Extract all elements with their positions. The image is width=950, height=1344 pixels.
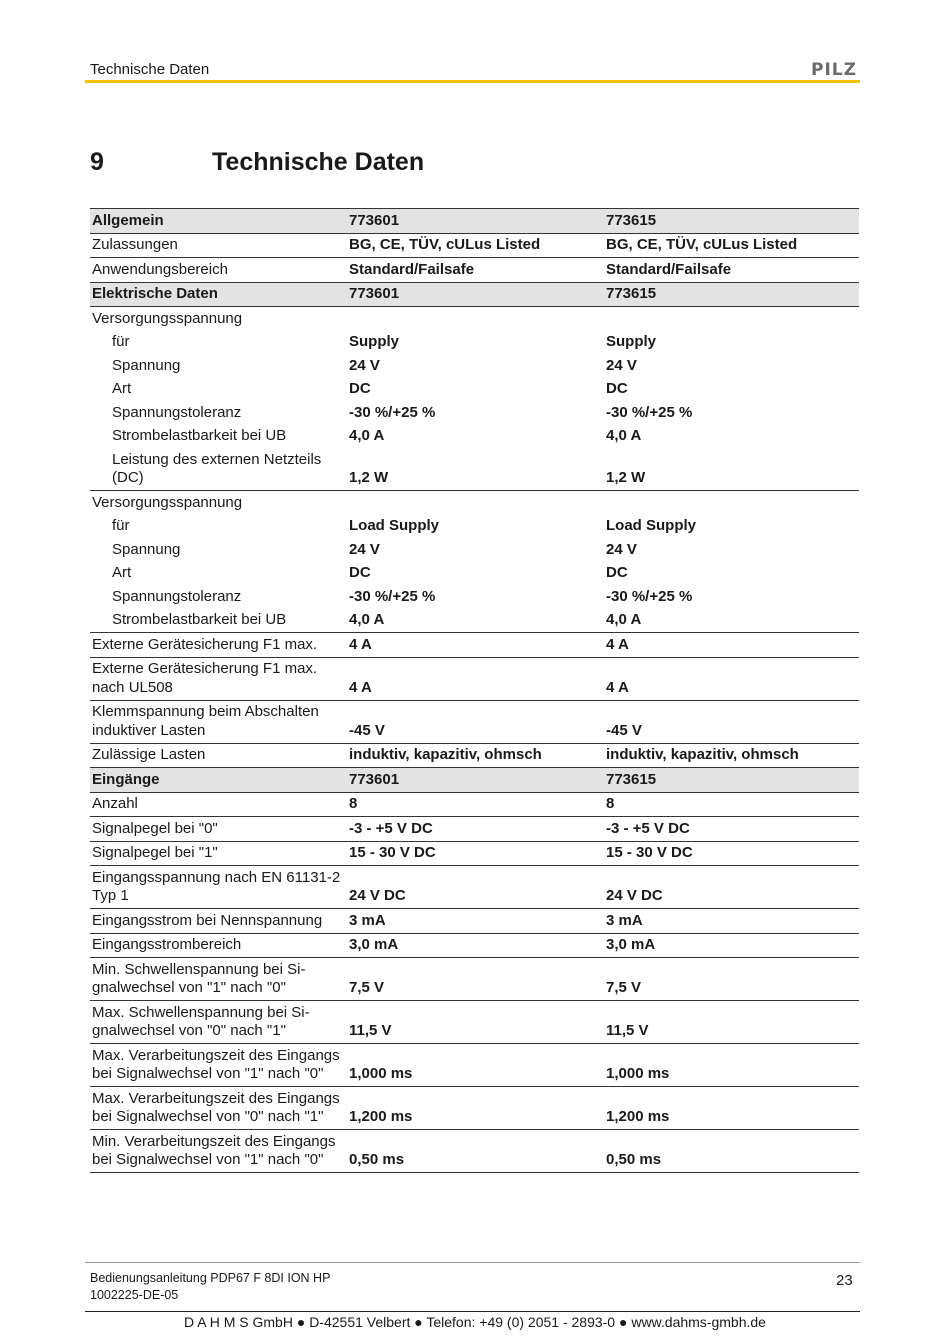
value-773601: induktiv, kapazitiv, ohmsch <box>347 743 604 768</box>
row-label: für <box>112 517 130 534</box>
value-773615: 773615 <box>604 209 859 234</box>
value-773601: 1,2 W <box>349 469 389 486</box>
row-label: Max. Verarbeitungszeit des Eingangs bei Signalwechsel von "1" nach "0" <box>90 1044 347 1087</box>
table-row <box>90 258 859 283</box>
table-row <box>90 1044 859 1087</box>
value-773615: BG, CE, TÜV, cULus Listed <box>604 233 859 258</box>
table-row <box>90 233 859 258</box>
value-773601: -30 %/+25 % <box>349 587 436 605</box>
value-773615 <box>604 491 859 515</box>
value-773601: 4,0 A <box>349 427 385 444</box>
row-label: Allgemein <box>90 209 347 234</box>
table-row <box>90 700 859 743</box>
table-row <box>90 657 859 700</box>
row-label: Spannung <box>112 540 181 558</box>
row-label: Leistung des externen Netzteils (DC) <box>112 450 322 486</box>
header-title: Technische Daten <box>90 61 210 78</box>
value-773615 <box>604 307 859 331</box>
row-label: Art <box>112 564 132 581</box>
row-label: Min. Schwellenspannung bei Signalwechsel von "1" nach "0" <box>90 958 347 1001</box>
value-773601: Supply <box>349 333 400 350</box>
value-773615: 3 mA <box>604 909 859 934</box>
table-row <box>90 909 859 934</box>
footer-company-rule <box>85 1311 860 1312</box>
value-773601: 24 V <box>349 356 380 374</box>
value-773615: 11,5 V <box>604 1001 859 1044</box>
value-773615: Supply <box>606 333 657 350</box>
value-773615: -45 V <box>604 700 859 743</box>
value-773601: -3 - +5 V DC <box>347 817 604 842</box>
row-label: Zulässige Lasten <box>90 743 347 768</box>
row-label: Strombelastbarkeit bei UB <box>112 427 287 444</box>
header-rule <box>85 80 860 83</box>
value-773601: 773601 <box>347 768 604 793</box>
value-773601: 773601 <box>347 282 604 307</box>
value-773615: induktiv, kapazitiv, ohmsch <box>604 743 859 768</box>
row-label: Signalpegel bei "0" <box>90 817 347 842</box>
table-row <box>90 401 859 425</box>
value-773601: 8 <box>347 792 604 817</box>
row-label: Klemmspannung beim Abschalten induktiver Lasten <box>90 700 347 743</box>
row-label: Strombelastbarkeit bei UB <box>112 611 287 628</box>
table-row <box>90 354 859 378</box>
table-row <box>90 307 859 331</box>
value-773615: Standard/Failsafe <box>604 258 859 283</box>
row-label: Eingangsstrom bei Nennspannung <box>90 909 347 934</box>
row-label: Eingangsstrombereich <box>90 933 347 958</box>
table-row <box>90 1087 859 1130</box>
value-773615: 1,200 ms <box>604 1087 859 1130</box>
row-label: Min. Verarbeitungszeit des Eingangs bei Signalwechsel von "1" nach "0" <box>90 1130 347 1173</box>
row-label: Elektrische Daten <box>90 282 347 307</box>
table-row <box>90 866 859 909</box>
footer-doc-info <box>90 1270 330 1304</box>
table-row <box>90 562 859 586</box>
value-773615: 8 <box>604 792 859 817</box>
value-773615: -30 %/+25 % <box>606 587 693 605</box>
footer-company: D A H M S GmbH ● D-42551 Velbert ● Telefon: +49 (0) 2051 - 2893-0 ● www.dahms-gmbh.de <box>184 1314 766 1330</box>
row-label: Max. Verarbeitungszeit des Eingangs bei Signalwechsel von "0" nach "1" <box>90 1087 347 1130</box>
chapter-title: Technische Daten <box>212 148 425 176</box>
footer-rule <box>85 1262 860 1263</box>
value-773601: 7,5 V <box>347 958 604 1001</box>
footer-manual-title: Bedienungsanleitung PDP67 F 8DI ION HP <box>90 1271 331 1285</box>
value-773601: 15 - 30 V DC <box>347 841 604 866</box>
pilz-logo: PILZ <box>811 60 857 80</box>
value-773615: 15 - 30 V DC <box>604 841 859 866</box>
value-773601: Load Supply <box>349 517 439 534</box>
row-label: Spannungstoleranz <box>112 587 242 605</box>
table-row <box>90 585 859 609</box>
row-label: Externe Gerätesicherung F1 max. <box>90 633 347 658</box>
table-row <box>90 609 859 633</box>
value-773615: 7,5 V <box>604 958 859 1001</box>
chapter-number: 9 <box>90 148 104 176</box>
value-773601: 4 A <box>347 633 604 658</box>
value-773615: 4,0 A <box>606 611 642 628</box>
table-row <box>90 538 859 562</box>
table-row <box>90 633 859 658</box>
value-773601: DC <box>349 380 371 397</box>
table-row <box>90 933 859 958</box>
footer-doc-number: 1002225-DE-05 <box>90 1288 179 1302</box>
row-label: Eingänge <box>90 768 347 793</box>
value-773601 <box>347 307 604 331</box>
row-label: Max. Schwellenspannung bei Signalwechsel von "0" nach "1" <box>90 1001 347 1044</box>
row-label: Art <box>112 380 132 397</box>
value-773615: 773615 <box>604 282 859 307</box>
row-label: Versorgungsspannung <box>90 307 347 331</box>
section-header-row <box>90 282 859 307</box>
table-row <box>90 378 859 402</box>
value-773601: DC <box>349 564 371 581</box>
value-773615: Load Supply <box>606 517 696 534</box>
value-773615: DC <box>606 380 628 397</box>
value-773615: 4 A <box>604 633 859 658</box>
table-row <box>90 425 859 449</box>
row-label: Externe Gerätesicherung F1 max. nach UL508 <box>90 657 347 700</box>
value-773601: BG, CE, TÜV, cULus Listed <box>347 233 604 258</box>
value-773615: -30 %/+25 % <box>606 403 693 421</box>
value-773601: 3,0 mA <box>347 933 604 958</box>
table-row <box>90 331 859 355</box>
table-row <box>90 743 859 768</box>
value-773615: 3,0 mA <box>604 933 859 958</box>
value-773601: 24 V DC <box>347 866 604 909</box>
value-773601: -45 V <box>347 700 604 743</box>
section-header-row <box>90 209 859 234</box>
value-773615: 4 A <box>604 657 859 700</box>
value-773615: 24 V <box>606 540 637 558</box>
row-label: Anwendungsbereich <box>90 258 347 283</box>
value-773601: 1,200 ms <box>347 1087 604 1130</box>
table-row <box>90 958 859 1001</box>
row-label: Zulassungen <box>90 233 347 258</box>
table-row <box>90 491 859 515</box>
row-label: Eingangsspannung nach EN 61131-2 Typ 1 <box>90 866 347 909</box>
row-label: für <box>112 333 130 350</box>
value-773601: 4,0 A <box>349 611 385 628</box>
section-header-row <box>90 768 859 793</box>
value-773601: 11,5 V <box>347 1001 604 1044</box>
row-label: Spannung <box>112 356 181 374</box>
table-row <box>90 841 859 866</box>
row-label: Spannungstoleranz <box>112 403 242 421</box>
row-label: Signalpegel bei "1" <box>90 841 347 866</box>
value-773601 <box>347 491 604 515</box>
value-773615: 24 V <box>606 356 637 374</box>
page-number: 23 <box>836 1272 853 1289</box>
row-label: Versorgungsspannung <box>90 491 347 515</box>
technical-data-table <box>90 208 859 1173</box>
value-773615: 773615 <box>604 768 859 793</box>
value-773601: 0,50 ms <box>347 1130 604 1173</box>
value-773615: 1,000 ms <box>604 1044 859 1087</box>
table-row <box>90 1001 859 1044</box>
value-773615: 1,2 W <box>606 469 646 486</box>
table-row <box>90 448 859 491</box>
value-773615: DC <box>606 564 628 581</box>
value-773601: Standard/Failsafe <box>347 258 604 283</box>
value-773601: 3 mA <box>347 909 604 934</box>
value-773615: -3 - +5 V DC <box>604 817 859 842</box>
value-773601: 24 V <box>349 540 380 558</box>
table-row <box>90 792 859 817</box>
value-773615: 4,0 A <box>606 427 642 444</box>
value-773615: 0,50 ms <box>604 1130 859 1173</box>
value-773601: -30 %/+25 % <box>349 403 436 421</box>
value-773601: 773601 <box>347 209 604 234</box>
value-773601: 1,000 ms <box>347 1044 604 1087</box>
value-773601: 4 A <box>347 657 604 700</box>
table-row <box>90 515 859 539</box>
table-row <box>90 1130 859 1173</box>
row-label: Anzahl <box>90 792 347 817</box>
value-773615: 24 V DC <box>604 866 859 909</box>
table-row <box>90 817 859 842</box>
